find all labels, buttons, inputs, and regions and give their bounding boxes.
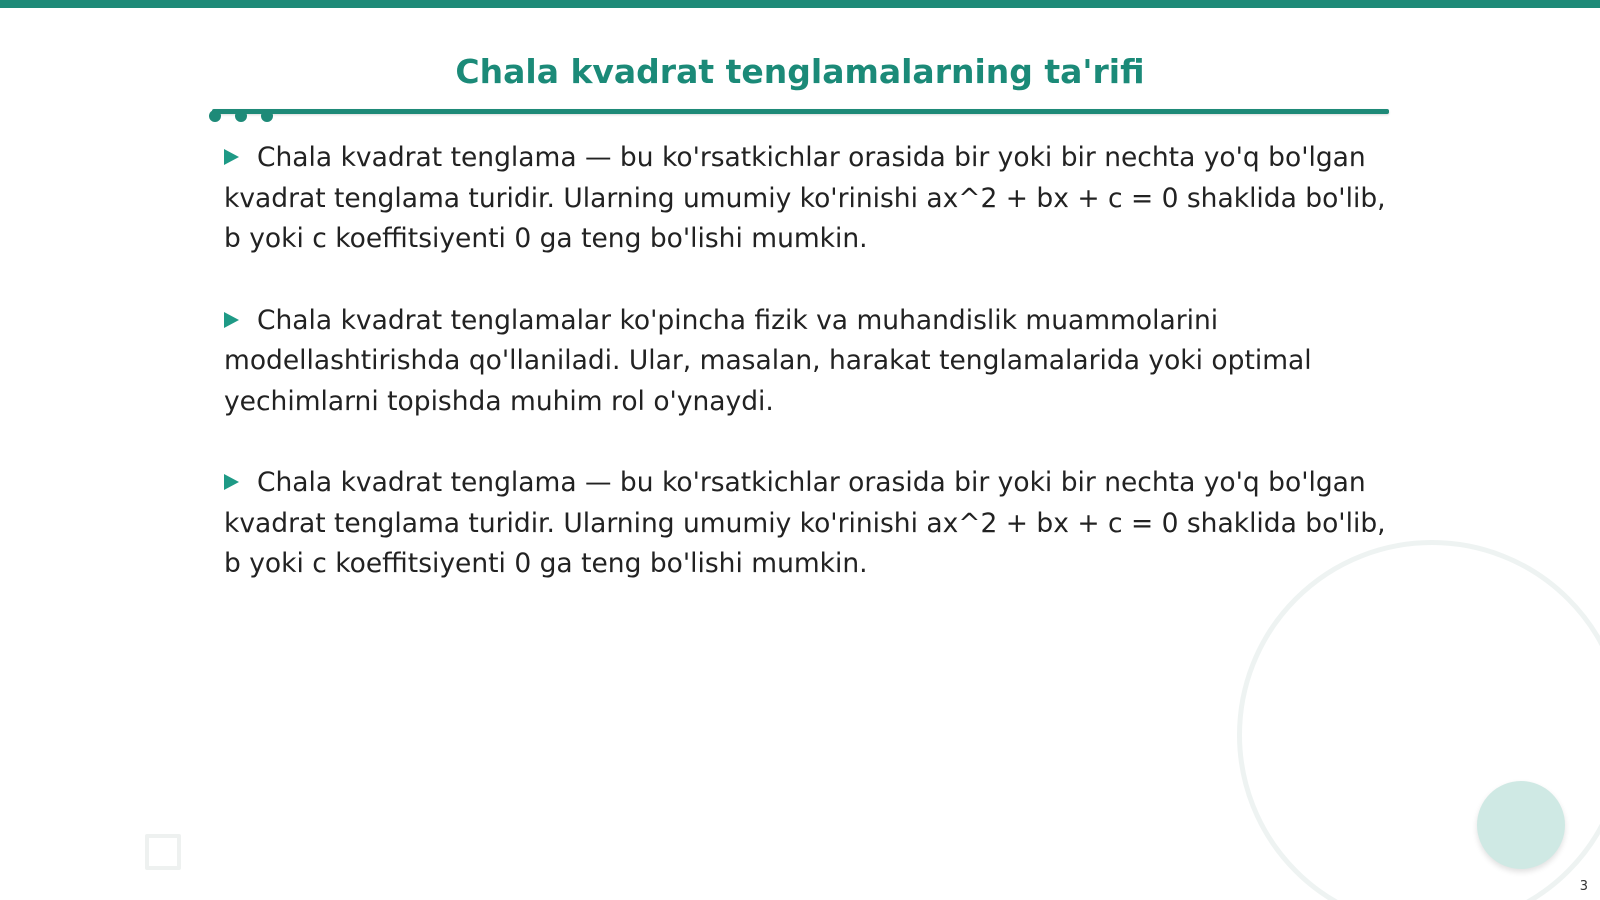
bullet-text: Chala kvadrat tenglama — bu ko'rsatkichlar orasida bir yoki bir nechta yo'q bo'lgan kvadrat tenglama turidir. Ularning umumiy ko'rinishi ax^2 + bx + c = 0 shaklida bo'lib, b yoki c koeffitsiyenti 0 ga teng bo'lishi mumkin. xyxy=(224,467,1386,579)
decorative-circle xyxy=(1477,781,1565,869)
bullet-item xyxy=(224,138,1394,260)
top-accent-bar xyxy=(0,0,1600,8)
bullet-text: Chala kvadrat tenglamalar ko'pincha fizik va muhandislik muammolarini modellashtirishda qo'llaniladi. Ular, masalan, harakat tenglamalarida yoki optimal yechimlarni topishda muhim rol o'ynaydi. xyxy=(224,304,1312,417)
underline-dot-3 xyxy=(261,110,273,122)
bullet-list xyxy=(224,138,1394,626)
bullet-item xyxy=(224,301,1394,423)
underline-dot-1 xyxy=(209,110,221,122)
triangle-right-icon xyxy=(224,312,239,328)
bullet-text: Chala kvadrat tenglama — bu ko'rsatkichlar orasida bir yoki bir nechta yo'q bo'lgan kvadrat tenglama turidir. Ularning umumiy ko'rinishi ax^2 + bx + c = 0 shaklida bo'lib, b yoki c koeffitsiyenti 0 ga teng bo'lishi mumkin. xyxy=(224,142,1386,254)
underline-dot-2 xyxy=(235,110,247,122)
bullet-item xyxy=(224,463,1394,585)
title-underline xyxy=(212,109,1389,114)
decorative-square xyxy=(145,834,181,870)
triangle-right-icon xyxy=(224,149,239,165)
triangle-right-icon xyxy=(224,474,239,490)
page-number: 3 xyxy=(1579,879,1588,894)
slide-title: Chala kvadrat tenglamalarning ta'rifi xyxy=(455,52,1145,91)
